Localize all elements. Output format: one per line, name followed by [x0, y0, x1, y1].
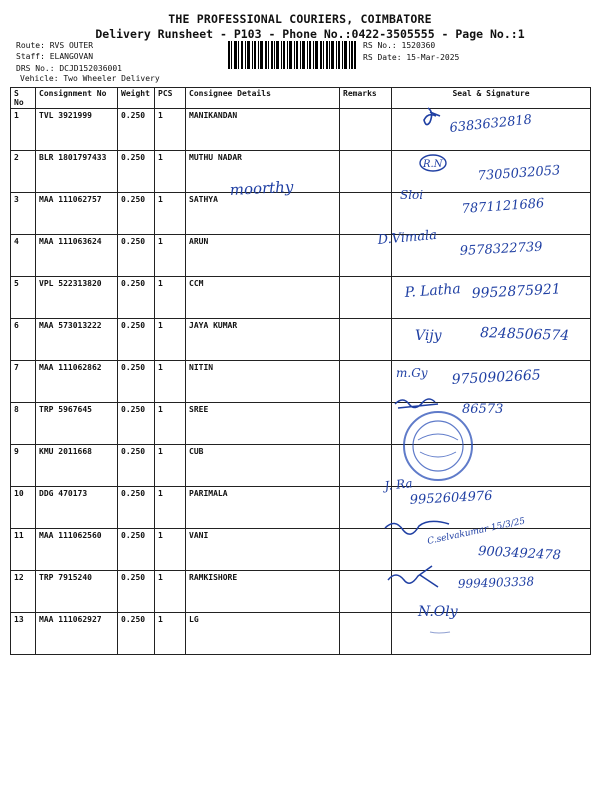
- table-row: [11, 193, 591, 235]
- handwritten-name: Sloi: [400, 188, 424, 202]
- row-consignment-no: MAA 111062757: [36, 193, 118, 235]
- row-pcs: 1: [155, 277, 186, 319]
- handwritten-phone: 9952875921: [471, 281, 562, 302]
- row-weight: 0.250: [118, 571, 155, 613]
- row-remarks: [340, 403, 392, 445]
- handwritten-name: P. Latha: [404, 281, 462, 301]
- table-row: [11, 487, 591, 529]
- runsheet-table: [10, 87, 591, 655]
- row-pcs: 1: [155, 487, 186, 529]
- handwritten-note: C.selvakumar 15/3/25: [426, 516, 527, 547]
- row-consignee: CUB: [186, 445, 340, 487]
- handwritten-phone: 9952604976: [409, 488, 493, 508]
- table-row: [11, 361, 591, 403]
- row-pcs: 1: [155, 235, 186, 277]
- row-weight: 0.250: [118, 361, 155, 403]
- row-consignment-no: MAA 573013222: [36, 319, 118, 361]
- row-remarks: [340, 151, 392, 193]
- table-row: [11, 445, 591, 487]
- barcode-image: [228, 41, 356, 69]
- row-weight: 0.250: [118, 403, 155, 445]
- row-signature-cell: [392, 109, 591, 151]
- col-consignee: Consignee Details: [186, 88, 340, 109]
- row-pcs: 1: [155, 445, 186, 487]
- row-signature-cell: [392, 529, 591, 571]
- row-remarks: [340, 529, 392, 571]
- row-remarks: [340, 319, 392, 361]
- row-sno: 13: [11, 613, 36, 655]
- company-title: THE PROFESSIONAL COURIERS, COIMBATORE: [168, 12, 432, 26]
- table-row: [11, 403, 591, 445]
- vehicle-label: Vehicle: Two Wheeler Delivery: [20, 74, 160, 83]
- handwritten-name: m.Gy: [396, 366, 428, 380]
- row-weight: 0.250: [118, 487, 155, 529]
- row-consignment-no: MAA 111062560: [36, 529, 118, 571]
- row-signature-cell: [392, 445, 591, 487]
- handwritten-phone: 7305032053: [477, 163, 561, 184]
- row-weight: 0.250: [118, 319, 155, 361]
- row-consignee: ARUN: [186, 235, 340, 277]
- table-header-row: [11, 88, 591, 109]
- row-consignee: NITIN: [186, 361, 340, 403]
- row-consignment-no: BLR 1801797433: [36, 151, 118, 193]
- row-signature-cell: [392, 361, 591, 403]
- table-row: [11, 109, 591, 151]
- row-pcs: 1: [155, 571, 186, 613]
- row-pcs: 1: [155, 151, 186, 193]
- row-remarks: [340, 109, 392, 151]
- handwritten-phone: 6383632818: [448, 112, 533, 136]
- row-weight: 0.250: [118, 193, 155, 235]
- row-signature-cell: [392, 487, 591, 529]
- row-weight: 0.250: [118, 277, 155, 319]
- row-remarks: [340, 193, 392, 235]
- row-consignment-no: VPL 522313820: [36, 277, 118, 319]
- table-row: [11, 613, 591, 655]
- table-row: [11, 529, 591, 571]
- handwritten-phone: 8248506574: [479, 325, 570, 345]
- row-pcs: 1: [155, 319, 186, 361]
- row-consignment-no: TVL 3921999: [36, 109, 118, 151]
- row-signature-cell: [392, 613, 591, 655]
- handwritten-phone: 7871121686: [461, 196, 545, 217]
- col-sno: S No: [11, 88, 36, 109]
- handwritten-phone: 9750902665: [451, 367, 542, 388]
- row-signature-cell: [392, 235, 591, 277]
- table-row: [11, 319, 591, 361]
- table-row: [11, 277, 591, 319]
- table-row: [11, 571, 591, 613]
- row-pcs: 1: [155, 403, 186, 445]
- row-weight: 0.250: [118, 109, 155, 151]
- row-sno: 10: [11, 487, 36, 529]
- row-weight: 0.250: [118, 613, 155, 655]
- col-weight: Weight: [118, 88, 155, 109]
- row-signature-cell: [392, 571, 591, 613]
- row-consignee: MANIKANDAN: [186, 109, 340, 151]
- row-consignee: RAMKISHORE: [186, 571, 340, 613]
- handwritten-name: R.N: [423, 159, 443, 170]
- row-remarks: [340, 571, 392, 613]
- handwritten-name: J. Ra: [383, 476, 414, 493]
- table-row: [11, 151, 591, 193]
- row-sno: 4: [11, 235, 36, 277]
- row-consignee: MUTHU NADAR: [186, 151, 340, 193]
- row-pcs: 1: [155, 361, 186, 403]
- row-sno: 1: [11, 109, 36, 151]
- row-remarks: [340, 277, 392, 319]
- row-consignment-no: MAA 111063624: [36, 235, 118, 277]
- row-sno: 7: [11, 361, 36, 403]
- handwritten-phone: 9994903338: [457, 574, 535, 591]
- row-remarks: [340, 487, 392, 529]
- row-pcs: 1: [155, 529, 186, 571]
- runsheet-subtitle: Delivery Runsheet - P103 - Phone No.:0422-3505555 - Page No.:1: [95, 27, 525, 41]
- row-remarks: [340, 445, 392, 487]
- row-weight: 0.250: [118, 529, 155, 571]
- staff-label: Staff: ELANGOVAN: [16, 52, 94, 61]
- row-weight: 0.250: [118, 151, 155, 193]
- row-remarks: [340, 613, 392, 655]
- row-sno: 9: [11, 445, 36, 487]
- row-remarks: [340, 235, 392, 277]
- row-signature-cell: [392, 193, 591, 235]
- row-signature-cell: [392, 277, 591, 319]
- row-sno: 2: [11, 151, 36, 193]
- handwritten-surname: moorthy: [229, 177, 294, 199]
- row-consignee: SREE: [186, 403, 340, 445]
- col-remarks: Remarks: [340, 88, 392, 109]
- handwritten-name: D.Vimala: [377, 227, 438, 248]
- row-consignee: CCM: [186, 277, 340, 319]
- row-consignee: PARIMALA: [186, 487, 340, 529]
- handwritten-phone: 9003492478: [477, 544, 562, 564]
- row-sno: 3: [11, 193, 36, 235]
- row-sno: 12: [11, 571, 36, 613]
- table-row: [11, 235, 591, 277]
- row-consignment-no: TRP 5967645: [36, 403, 118, 445]
- row-sno: 11: [11, 529, 36, 571]
- row-signature-cell: [392, 403, 591, 445]
- row-consignment-no: MAA 111062927: [36, 613, 118, 655]
- row-signature-cell: [392, 319, 591, 361]
- row-signature-cell: [392, 151, 591, 193]
- handwritten-name: N.Oly: [418, 604, 458, 620]
- handwritten-phone: 9578322739: [459, 239, 543, 259]
- row-remarks: [340, 361, 392, 403]
- drs-label: DRS No.: DCJD152036001: [16, 64, 122, 73]
- row-consignee: LG: [186, 613, 340, 655]
- col-seal-signature: Seal & Signature: [392, 88, 591, 109]
- handwritten-phone: 86573: [462, 402, 504, 417]
- row-sno: 8: [11, 403, 36, 445]
- col-pcs: PCS: [155, 88, 186, 109]
- row-consignment-no: KMU 2011668: [36, 445, 118, 487]
- col-consignment: Consignment No: [36, 88, 118, 109]
- row-consignee: SATHYA: [186, 193, 340, 235]
- row-consignee: JAYA KUMAR: [186, 319, 340, 361]
- row-sno: 5: [11, 277, 36, 319]
- row-pcs: 1: [155, 613, 186, 655]
- row-pcs: 1: [155, 193, 186, 235]
- handwritten-name: Vijy: [415, 328, 442, 344]
- row-consignment-no: DDG 470173: [36, 487, 118, 529]
- row-consignee: VANI: [186, 529, 340, 571]
- row-consignment-no: MAA 111062862: [36, 361, 118, 403]
- row-weight: 0.250: [118, 235, 155, 277]
- rs-date: RS Date: 15-Mar-2025: [363, 53, 460, 62]
- row-weight: 0.250: [118, 445, 155, 487]
- rs-number: RS No.: 1520360: [363, 41, 436, 50]
- route-label: Route: RVS OUTER: [16, 41, 94, 50]
- row-consignment-no: TRP 7915240: [36, 571, 118, 613]
- row-pcs: 1: [155, 109, 186, 151]
- row-sno: 6: [11, 319, 36, 361]
